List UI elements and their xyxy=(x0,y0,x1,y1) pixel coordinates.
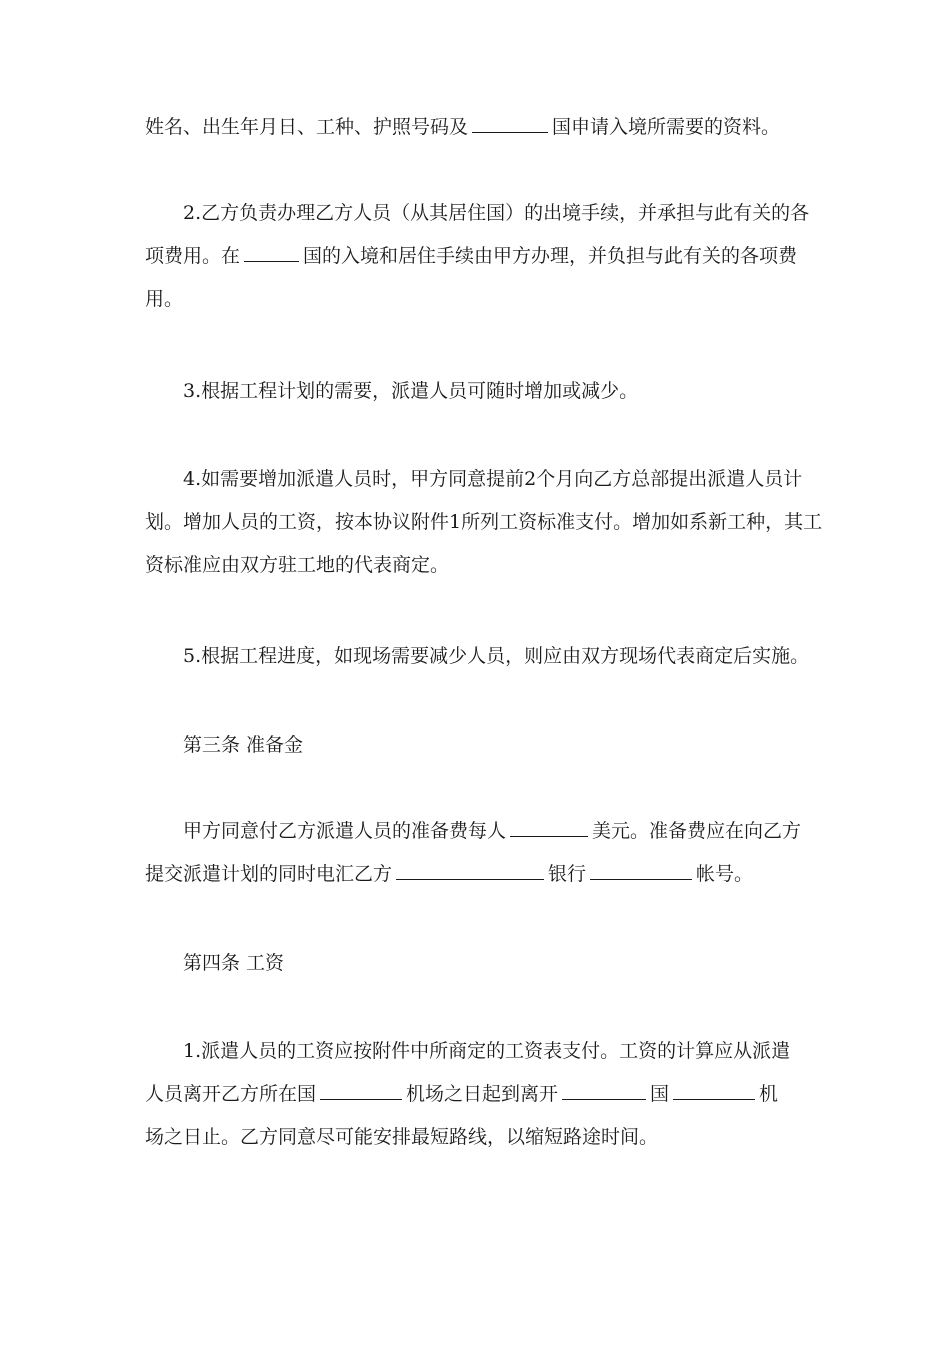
text-line: 姓名、出生年月日、工种、护照号码及 国申请入境所需要的资料。 xyxy=(145,106,815,149)
text-line: 4.如需要增加派遣人员时，甲方同意提前2个月向乙方总部提出派遣人员计 xyxy=(183,468,803,490)
blank-field xyxy=(396,860,544,880)
text-line: 划。增加人员的工资，按本协议附件1所列工资标准支付。增加如系新工种，其工 xyxy=(145,511,823,533)
paragraph-reserve-fund xyxy=(145,810,815,896)
paragraph-wages-clause-1 xyxy=(145,1030,815,1159)
blank-field xyxy=(320,1080,402,1100)
paragraph-clause-5 xyxy=(145,635,815,678)
text-line: 资标准应由双方驻工地的代表商定。 xyxy=(145,554,450,576)
text-line: 场之日止。乙方同意尽可能安排最短路线，以缩短路途时间。 xyxy=(145,1126,659,1148)
text-line: 5.根据工程进度，如现场需要减少人员，则应由双方现场代表商定后实施。 xyxy=(183,645,810,667)
text-line: 1.派遣人员的工资应按附件中所商定的工资表支付。工资的计算应从派遣 xyxy=(183,1040,791,1062)
paragraph-applicant-info xyxy=(145,106,815,149)
text-line: 提交派遣计划的同时电汇乙方 银行 帐号。 xyxy=(145,853,815,896)
paragraph-clause-2 xyxy=(145,192,815,321)
text-line: 人员离开乙方所在国 机场之日起到离开 国 机 xyxy=(145,1073,815,1116)
section-heading-article-3: 第三条 准备金 xyxy=(183,734,304,756)
blank-field xyxy=(590,860,692,880)
text-line: 2.乙方负责办理乙方人员（从其居住国）的出境手续，并承担与此有关的各 xyxy=(183,202,810,224)
text-line: 3.根据工程计划的需要，派遣人员可随时增加或减少。 xyxy=(183,380,639,402)
blank-field xyxy=(510,817,588,837)
text-line: 甲方同意付乙方派遣人员的准备费每人 美元。准备费应在向乙方 xyxy=(145,810,815,853)
text-line: 项费用。在 国的入境和居住手续由甲方办理，并负担与此有关的各项费 xyxy=(145,235,815,278)
text-line: 用。 xyxy=(145,288,184,310)
blank-field xyxy=(244,242,299,262)
paragraph-clause-3 xyxy=(145,370,815,413)
section-heading-article-4: 第四条 工资 xyxy=(183,952,285,974)
blank-field xyxy=(562,1080,646,1100)
blank-field xyxy=(472,113,548,133)
blank-field xyxy=(673,1080,755,1100)
paragraph-clause-4 xyxy=(145,458,823,587)
